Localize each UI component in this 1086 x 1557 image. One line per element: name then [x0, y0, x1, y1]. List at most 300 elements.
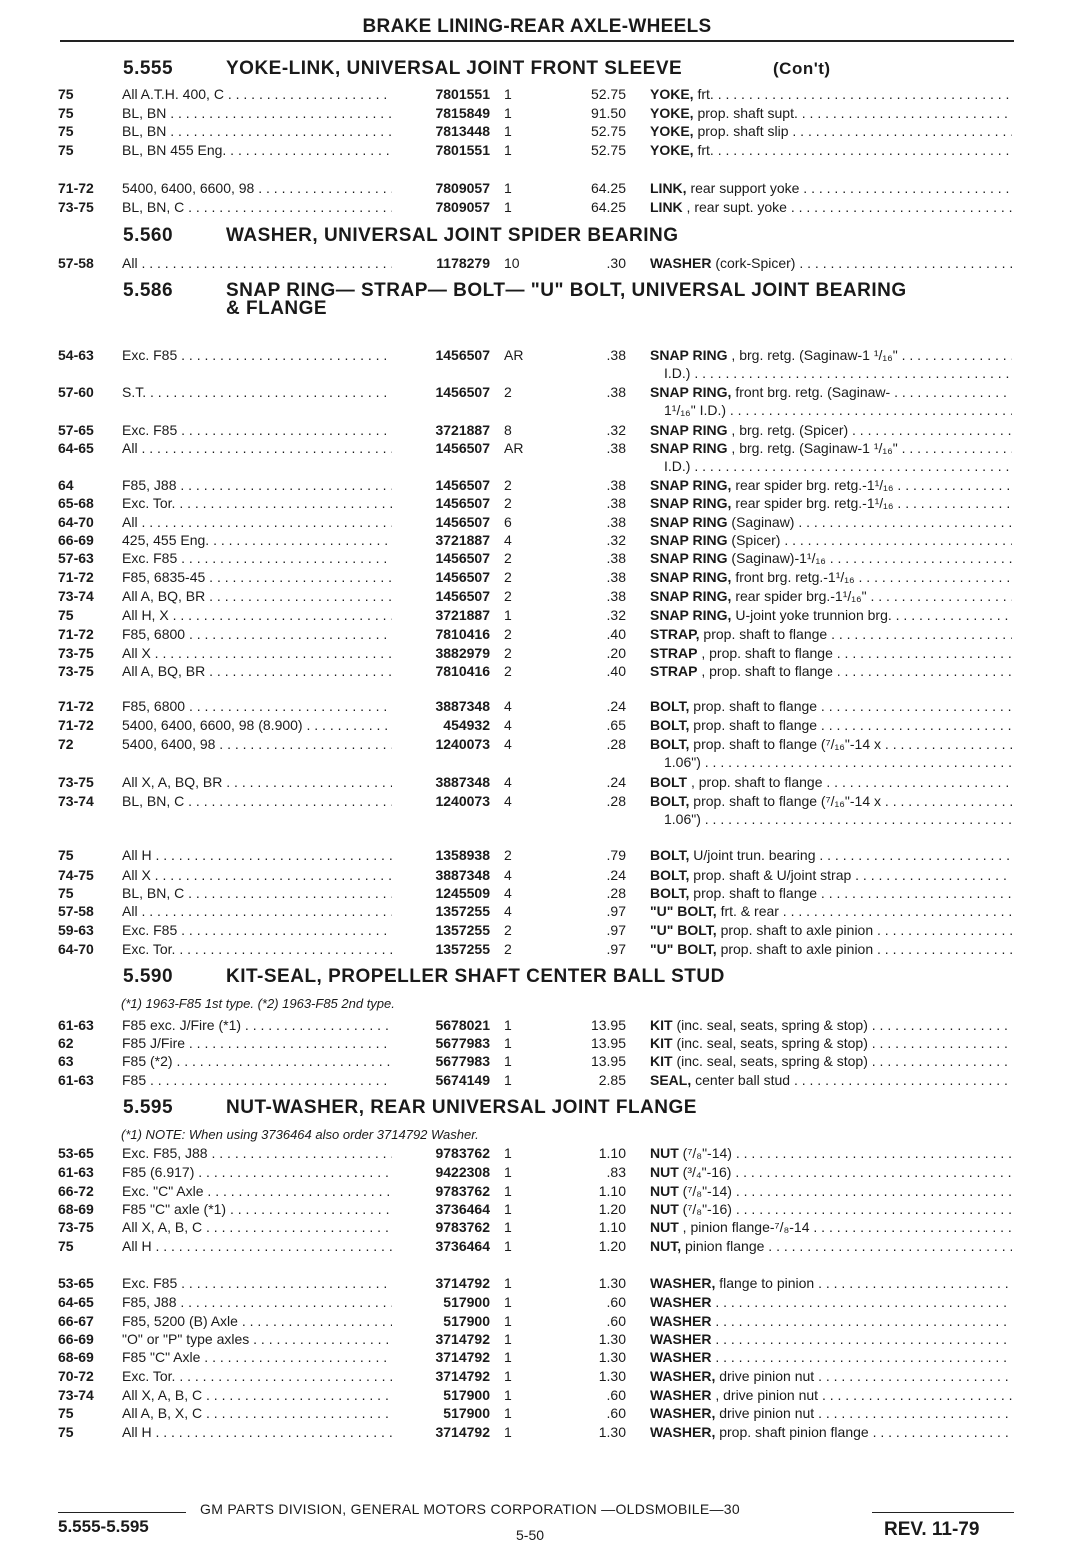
- table-row: [0, 1293, 1086, 1311]
- year-range: 59-63: [58, 922, 94, 938]
- part-number: 1456507: [435, 347, 490, 363]
- quantity: 1: [504, 199, 512, 215]
- model-application: BL, BN 455 Eng. . . .: [122, 141, 392, 159]
- list-price: .30: [606, 255, 626, 271]
- model-application: All . . .: [122, 513, 392, 531]
- part-number: 3714792: [435, 1424, 490, 1440]
- part-description: [650, 1182, 1012, 1200]
- model-application: 5400, 6400, 6600, 98 . . .: [122, 179, 392, 197]
- model-application: All X, A, BQ, BR . . .: [122, 773, 392, 791]
- part-description: [650, 1348, 1012, 1366]
- part-number: 1240073: [435, 736, 490, 752]
- model-application: Exc. Tor. . . .: [122, 1367, 392, 1385]
- part-number: 1456507: [435, 569, 490, 585]
- part-number: 5674149: [435, 1072, 490, 1088]
- part-name: YOKE,: [650, 142, 694, 158]
- part-description-continued: 1.06") . . .: [664, 753, 1012, 771]
- quantity: 2: [504, 477, 512, 493]
- part-detail: (Saginaw)-1¹/₁₆: [727, 550, 826, 566]
- year-range: 75: [58, 123, 74, 139]
- quantity: 4: [504, 903, 512, 919]
- year-range: 74-75: [58, 867, 94, 883]
- part-number: 1456507: [435, 440, 490, 456]
- part-number: 7801551: [435, 142, 490, 158]
- year-range: 64-70: [58, 941, 94, 957]
- quantity: 10: [504, 255, 520, 271]
- part-detail: flange to pinion: [715, 1275, 815, 1291]
- part-name: SNAP RING,: [650, 495, 732, 511]
- section-heading: [0, 1097, 1086, 1119]
- table-row: [0, 1200, 1086, 1218]
- part-number: 7809057: [435, 180, 490, 196]
- model-application: F85 J/Fire . . .: [122, 1034, 392, 1052]
- part-detail: rear support yoke: [686, 180, 800, 196]
- year-range: 70-72: [58, 1368, 94, 1384]
- quantity: 1: [504, 86, 512, 102]
- table-row: [0, 549, 1086, 567]
- part-number: 9783762: [435, 1145, 490, 1161]
- list-price: 52.75: [590, 142, 626, 158]
- part-description: [650, 1034, 1012, 1052]
- part-description: [650, 866, 1012, 884]
- year-range: 71-72: [58, 698, 94, 714]
- list-price: .32: [606, 532, 626, 548]
- quantity: 4: [504, 532, 512, 548]
- part-number: 3721887: [435, 532, 490, 548]
- model-application: BL, BN . . .: [122, 122, 392, 140]
- quantity: 4: [504, 793, 512, 809]
- model-application: Exc. F85, J88 . . .: [122, 1144, 392, 1162]
- section-name: NUT-WASHER, REAR UNIVERSAL JOINT FLANGE: [226, 1097, 697, 1118]
- list-price: .97: [606, 922, 626, 938]
- part-name: STRAP,: [650, 626, 700, 642]
- section-heading: [0, 225, 1086, 247]
- quantity: 1: [504, 1072, 512, 1088]
- list-price: .60: [606, 1387, 626, 1403]
- quantity: 1: [504, 1035, 512, 1051]
- part-detail: prop. shaft to flange: [689, 717, 818, 733]
- part-description: [650, 254, 1012, 272]
- part-number: 7815849: [435, 105, 490, 121]
- table-row: [0, 1404, 1086, 1422]
- section-name: KIT-SEAL, PROPELLER SHAFT CENTER BALL STUD: [226, 966, 725, 987]
- part-name: WASHER: [650, 255, 712, 271]
- part-name: WASHER,: [650, 1368, 716, 1384]
- part-name: SNAP RING,: [650, 588, 732, 604]
- part-name: WASHER,: [650, 1424, 716, 1440]
- header-rule: [60, 40, 1014, 42]
- part-description: [650, 902, 1012, 920]
- part-name: BOLT,: [650, 793, 690, 809]
- table-row: [0, 606, 1086, 624]
- part-number: 1456507: [435, 550, 490, 566]
- table-row: [0, 1386, 1086, 1404]
- part-detail: frt. & rear: [716, 903, 779, 919]
- table-row: [0, 1330, 1086, 1348]
- quantity: 2: [504, 569, 512, 585]
- section-name: WASHER, UNIVERSAL JOINT SPIDER BEARING: [226, 225, 679, 246]
- list-price: .38: [606, 514, 626, 530]
- part-description: [650, 1312, 1012, 1330]
- part-name: WASHER: [650, 1387, 712, 1403]
- table-row: [0, 568, 1086, 586]
- model-application: All . . .: [122, 254, 392, 272]
- table-row: [0, 902, 1086, 920]
- part-name: BOLT: [650, 774, 688, 790]
- part-name: BOLT,: [650, 885, 690, 901]
- list-price: .24: [606, 774, 626, 790]
- part-name: LINK: [650, 199, 683, 215]
- part-detail: prop. shaft to flange (⁷/₁₆"-14 x: [689, 736, 882, 752]
- model-application: Exc. F85 . . .: [122, 421, 392, 439]
- part-name: NUT: [650, 1164, 679, 1180]
- part-description: [650, 1016, 1012, 1034]
- part-name: SNAP RING: [650, 550, 728, 566]
- list-price: .28: [606, 736, 626, 752]
- quantity: 2: [504, 626, 512, 642]
- part-description: [650, 568, 1012, 586]
- quantity: 2: [504, 645, 512, 661]
- list-price: 1.30: [598, 1331, 626, 1347]
- part-number: 517900: [443, 1405, 490, 1421]
- quantity: 1: [504, 607, 512, 623]
- list-price: .32: [606, 607, 626, 623]
- list-price: 13.95: [590, 1017, 626, 1033]
- table-row: [0, 1218, 1086, 1236]
- part-detail: , prop. shaft to flange: [687, 774, 823, 790]
- section-heading: [0, 966, 1086, 988]
- table-row: [0, 179, 1086, 197]
- part-name: SNAP RING,: [650, 607, 732, 623]
- part-description: [650, 1386, 1012, 1404]
- part-name: SNAP RING: [650, 514, 728, 530]
- quantity: 1: [504, 1275, 512, 1291]
- list-price: .40: [606, 663, 626, 679]
- year-range: 64-70: [58, 514, 94, 530]
- part-detail: prop. shaft to flange: [689, 885, 818, 901]
- part-name: NUT: [650, 1219, 679, 1235]
- part-description: [650, 1404, 1012, 1422]
- model-application: S.T. . . .: [122, 383, 392, 401]
- part-description: [650, 179, 1012, 197]
- year-range: 63: [58, 1053, 74, 1069]
- section-note: (*1) NOTE: When using 3736464 also order 3714792 Washer.: [121, 1127, 479, 1142]
- part-description: [650, 383, 1012, 401]
- part-number: 1357255: [435, 941, 490, 957]
- table-row: [0, 531, 1086, 549]
- list-price: 2.85: [598, 1072, 626, 1088]
- part-number: 5678021: [435, 1017, 490, 1033]
- table-row: [0, 513, 1086, 531]
- part-number: 5677983: [435, 1053, 490, 1069]
- quantity: 1: [504, 1405, 512, 1421]
- part-description-continued: 1¹/₁₆" I.D.) . . .: [664, 401, 1012, 419]
- part-name: WASHER: [650, 1313, 712, 1329]
- part-detail: (Spicer): [727, 532, 781, 548]
- table-row: [0, 1144, 1086, 1162]
- table-row: [0, 494, 1086, 512]
- part-number: 3714792: [435, 1368, 490, 1384]
- quantity: 1: [504, 1201, 512, 1217]
- part-detail: prop. shaft supt.: [693, 105, 798, 121]
- year-range: 66-67: [58, 1313, 94, 1329]
- part-detail: (⁷/₈"-14): [678, 1183, 732, 1199]
- list-price: .24: [606, 698, 626, 714]
- year-range: 66-69: [58, 532, 94, 548]
- year-range: 75: [58, 86, 74, 102]
- part-detail: prop. shaft pinion flange: [715, 1424, 869, 1440]
- table-row: [0, 735, 1086, 753]
- list-price: .79: [606, 847, 626, 863]
- quantity: 1: [504, 123, 512, 139]
- part-detail: , rear supt. yoke: [682, 199, 787, 215]
- model-application: "O" or "P" type axles . . .: [122, 1330, 392, 1348]
- model-application: Exc. F85 . . .: [122, 921, 392, 939]
- table-row: [0, 697, 1086, 715]
- model-application: All H . . .: [122, 1237, 392, 1255]
- quantity: 1: [504, 1294, 512, 1310]
- part-name: NUT: [650, 1145, 679, 1161]
- list-price: .38: [606, 588, 626, 604]
- quantity: 2: [504, 922, 512, 938]
- list-price: 1.20: [598, 1238, 626, 1254]
- table-row: [0, 85, 1086, 103]
- quantity: 2: [504, 495, 512, 511]
- quantity: 1: [504, 1313, 512, 1329]
- part-number: 517900: [443, 1387, 490, 1403]
- list-price: .38: [606, 495, 626, 511]
- quantity: 1: [504, 1145, 512, 1161]
- year-range: 53-65: [58, 1145, 94, 1161]
- part-name: YOKE,: [650, 105, 694, 121]
- quantity: 1: [504, 1368, 512, 1384]
- list-price: .32: [606, 422, 626, 438]
- model-application: F85, J88 . . .: [122, 1293, 392, 1311]
- list-price: .38: [606, 477, 626, 493]
- part-number: 1358938: [435, 847, 490, 863]
- quantity: 1: [504, 1219, 512, 1235]
- part-number: 517900: [443, 1294, 490, 1310]
- part-name: SNAP RING,: [650, 384, 732, 400]
- part-number: 1357255: [435, 922, 490, 938]
- part-description: [650, 141, 1012, 159]
- model-application: All A.T.H. 400, C . . .: [122, 85, 392, 103]
- model-application: All H . . .: [122, 846, 392, 864]
- list-price: 1.30: [598, 1349, 626, 1365]
- part-description: [650, 921, 1012, 939]
- part-detail: (inc. seal, seats, spring & stop): [672, 1053, 868, 1069]
- list-price: .38: [606, 384, 626, 400]
- table-row: [0, 104, 1086, 122]
- year-range: 75: [58, 1238, 74, 1254]
- list-price: .28: [606, 885, 626, 901]
- quantity: 4: [504, 885, 512, 901]
- part-name: BOLT,: [650, 717, 690, 733]
- year-range: 75: [58, 1405, 74, 1421]
- part-number: 3736464: [435, 1238, 490, 1254]
- part-detail: frt.: [693, 142, 714, 158]
- table-row: [0, 383, 1086, 401]
- quantity: 2: [504, 550, 512, 566]
- part-name: WASHER,: [650, 1405, 716, 1421]
- part-description: [650, 1218, 1012, 1236]
- year-range: 57-58: [58, 255, 94, 271]
- part-detail: (Saginaw): [727, 514, 795, 530]
- part-description: [650, 1052, 1012, 1070]
- part-detail: prop. shaft & U/joint strap: [689, 867, 852, 883]
- quantity: 1: [504, 1349, 512, 1365]
- footer-section-range: 5.555-5.595: [58, 1517, 149, 1536]
- list-price: 64.25: [590, 180, 626, 196]
- part-description: [650, 421, 1012, 439]
- part-number: 517900: [443, 1313, 490, 1329]
- part-number: 3714792: [435, 1331, 490, 1347]
- part-detail: pinion flange: [681, 1238, 765, 1254]
- part-description: [650, 1163, 1012, 1181]
- quantity: 2: [504, 663, 512, 679]
- year-range: 61-63: [58, 1164, 94, 1180]
- model-application: F85, 5200 (B) Axle . . .: [122, 1312, 392, 1330]
- part-number: 1456507: [435, 384, 490, 400]
- part-description: [650, 940, 1012, 958]
- part-name: WASHER,: [650, 1275, 716, 1291]
- model-application: BL, BN, C . . .: [122, 792, 392, 810]
- part-detail: prop. shaft slip: [693, 123, 789, 139]
- year-range: 75: [58, 105, 74, 121]
- list-price: .38: [606, 440, 626, 456]
- part-detail: rear spider brg. retg.-1¹/₁₆: [731, 477, 894, 493]
- part-detail: drive pinion nut: [715, 1405, 815, 1421]
- table-row: [0, 254, 1086, 272]
- quantity: 4: [504, 698, 512, 714]
- part-name: BOLT,: [650, 867, 690, 883]
- part-name: SNAP RING,: [650, 477, 732, 493]
- quantity: 1: [504, 1331, 512, 1347]
- list-price: .60: [606, 1294, 626, 1310]
- year-range: 75: [58, 847, 74, 863]
- part-detail: rear spider brg.-1¹/₁₆": [731, 588, 867, 604]
- part-number: 1456507: [435, 588, 490, 604]
- quantity: 1: [504, 1164, 512, 1180]
- quantity: 8: [504, 422, 512, 438]
- year-range: 62: [58, 1035, 74, 1051]
- part-number: 7810416: [435, 663, 490, 679]
- part-description: [650, 884, 1012, 902]
- table-row: [0, 439, 1086, 457]
- list-price: 1.10: [598, 1219, 626, 1235]
- part-name: BOLT,: [650, 736, 690, 752]
- table-row: [0, 792, 1086, 810]
- table-row: [0, 1348, 1086, 1366]
- part-description: [650, 531, 1012, 549]
- year-range: 71-72: [58, 180, 94, 196]
- year-range: 53-65: [58, 1275, 94, 1291]
- list-price: .38: [606, 347, 626, 363]
- part-description: [650, 1423, 1012, 1441]
- quantity: AR: [504, 347, 524, 363]
- part-number: 3736464: [435, 1201, 490, 1217]
- part-description: [650, 346, 1012, 364]
- model-application: Exc. F85 . . .: [122, 346, 392, 364]
- part-number: 7809057: [435, 199, 490, 215]
- table-row: [0, 346, 1086, 364]
- table-row: [0, 1034, 1086, 1052]
- year-range: 72: [58, 736, 74, 752]
- part-detail: , brg. retg. (Saginaw-1 ¹/₁₆": [727, 440, 898, 456]
- footer-rule-left: [58, 1512, 186, 1513]
- part-detail: , brg. retg. (Saginaw-1 ¹/₁₆": [727, 347, 898, 363]
- section-number: 5.590: [123, 966, 174, 987]
- year-range: 65-68: [58, 495, 94, 511]
- part-description: [650, 716, 1012, 734]
- list-price: .97: [606, 903, 626, 919]
- model-application: F85 . . .: [122, 1071, 392, 1089]
- section-heading: [0, 280, 1086, 302]
- part-number: 9783762: [435, 1183, 490, 1199]
- part-description: [650, 792, 1012, 810]
- part-name: YOKE,: [650, 123, 694, 139]
- year-range: 71-72: [58, 717, 94, 733]
- list-price: 1.10: [598, 1183, 626, 1199]
- part-detail: U/joint trun. bearing: [689, 847, 816, 863]
- footer-page-number: 5-50: [516, 1527, 545, 1543]
- section-name: YOKE-LINK, UNIVERSAL JOINT FRONT SLEEVE: [226, 58, 683, 79]
- section-number: 5.595: [123, 1097, 174, 1118]
- table-row: [0, 587, 1086, 605]
- part-number: 1240073: [435, 793, 490, 809]
- year-range: 68-69: [58, 1349, 94, 1365]
- quantity: 2: [504, 941, 512, 957]
- part-description: [650, 476, 1012, 494]
- part-detail: drive pinion nut: [715, 1368, 815, 1384]
- part-detail: center ball stud: [691, 1072, 791, 1088]
- model-application: BL, BN, C . . .: [122, 884, 392, 902]
- part-number: 3721887: [435, 607, 490, 623]
- table-row: [0, 644, 1086, 662]
- part-name: SEAL,: [650, 1072, 692, 1088]
- part-detail: , pinion flange-⁷/₈-14: [678, 1219, 810, 1235]
- part-description: [650, 1367, 1012, 1385]
- model-application: All H, X . . .: [122, 606, 392, 624]
- year-range: 73-75: [58, 1219, 94, 1235]
- part-description: [650, 644, 1012, 662]
- model-application: F85, 6800 . . .: [122, 625, 392, 643]
- part-name: WASHER: [650, 1294, 712, 1310]
- part-number: 9422308: [435, 1164, 490, 1180]
- part-number: 3887348: [435, 698, 490, 714]
- part-description: [650, 697, 1012, 715]
- year-range: 61-63: [58, 1017, 94, 1033]
- part-number: 7810416: [435, 626, 490, 642]
- model-application: BL, BN, C . . .: [122, 198, 392, 216]
- model-application: F85, 6800 . . .: [122, 697, 392, 715]
- part-name: KIT: [650, 1017, 673, 1033]
- list-price: .60: [606, 1313, 626, 1329]
- part-detail: (cork-Spicer): [711, 255, 796, 271]
- model-application: All X, A, B, C . . .: [122, 1386, 392, 1404]
- year-range: 73-75: [58, 199, 94, 215]
- model-application: All A, BQ, BR . . .: [122, 587, 392, 605]
- model-application: F85 (*2) . . .: [122, 1052, 392, 1070]
- model-application: All X, A, B, C . . .: [122, 1218, 392, 1236]
- part-detail: U-joint yoke trunnion brg.: [731, 607, 892, 623]
- year-range: 73-75: [58, 645, 94, 661]
- quantity: 4: [504, 774, 512, 790]
- part-name: NUT: [650, 1183, 679, 1199]
- list-price: .65: [606, 717, 626, 733]
- part-name: WASHER: [650, 1349, 712, 1365]
- part-name: "U" BOLT,: [650, 903, 717, 919]
